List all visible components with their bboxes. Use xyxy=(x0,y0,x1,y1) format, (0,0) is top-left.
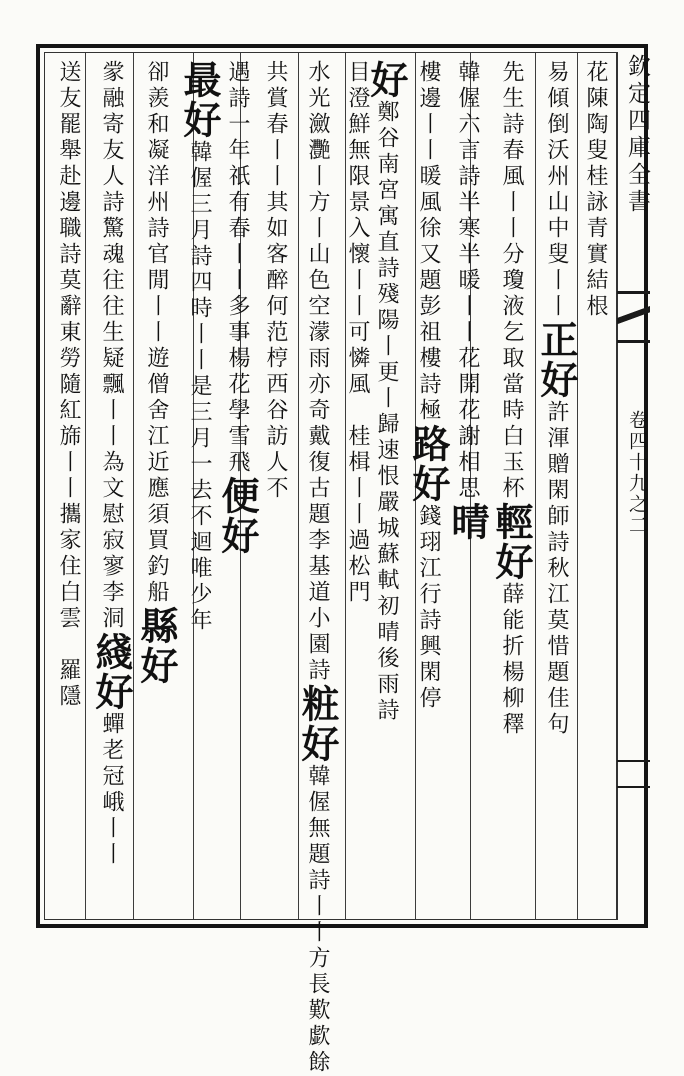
heading-character: 綫好 xyxy=(89,632,134,712)
text-column-12: 卻羨和凝洋州詩官閒丨丨遊僧舍江近應須買釣船縣好 xyxy=(134,60,179,686)
heading-character: 好 xyxy=(364,60,409,100)
text-column-13: 䝉融寄友人詩驚魂往往生疑飄丨丨為文慰寂寥李洞綫好蟬老冠峨丨丨 xyxy=(89,60,134,868)
text-column-8: 水光瀲灧丨方丨山色空濛雨亦奇戴復古題李基道小園詩粧好韓偓無題詩丨丨方長歎歔餘 xyxy=(295,60,340,1076)
heading-character: 路好 xyxy=(406,424,451,504)
text-column-5: 樓邊丨丨暖風徐又題彭祖樓詩極路好錢珝江行詩興閑停 xyxy=(406,60,451,712)
text-column-2: 易傾倒沃州山中叟丨丨正好許渾贈閑師詩秋江莫惜題佳句 xyxy=(534,60,579,738)
heading-character: 縣好 xyxy=(134,606,179,686)
text-column-9: 共賞春丨丨其如客醉何范梈西谷訪人不 xyxy=(263,60,288,502)
column-rule xyxy=(577,53,578,919)
heading-character: 粧好 xyxy=(295,684,340,764)
column-rule xyxy=(133,53,134,919)
volume-label: 卷四十九之二 xyxy=(626,410,648,536)
column-rule xyxy=(298,53,299,919)
text-column-1: 花陳陶叟桂詠青實結根 xyxy=(583,60,608,320)
text-column-14: 送友罷舉赴邊職詩莫辭東勞隨紅旆丨丨攜家住白雲 羅隱 xyxy=(56,60,81,710)
fish-tail-ornament xyxy=(617,291,650,343)
heading-character: 正好 xyxy=(534,320,579,400)
text-column-7: 目澄鮮無限景入懷丨丨可憐風 桂楫丨丨過松門 xyxy=(345,60,370,606)
margin-band-rule xyxy=(617,52,618,920)
text-column-10: 遇詩一年祇有春丨丨多事楊花學雪飛便好 xyxy=(215,60,260,556)
column-rule xyxy=(85,53,86,919)
text-column-3: 先生詩春風丨丨分瓊液乞取當時白玉杯輕好薛能折楊柳䆁 xyxy=(489,60,534,738)
text-column-11: 最好韓偓三月詩四時丨丨是三月一去不迴唯少年 xyxy=(177,60,222,634)
heading-character: 便好 xyxy=(215,476,260,556)
heading-character: 最好 xyxy=(177,60,222,140)
heading-character: 輕好 xyxy=(489,502,534,582)
fish-tail-ornament-lower xyxy=(617,760,650,788)
heading-character: 晴 xyxy=(445,502,490,542)
column-rule xyxy=(535,53,536,919)
text-column-6: 好鄭谷南宮寓直詩殘陽丨更丨歸速恨嚴城蘇軾初晴後雨詩 xyxy=(364,60,409,724)
book-title: 欽定四庫全書 xyxy=(624,54,650,216)
text-column-4: 韓偓六言詩半寒半暖丨丨花開花謝相思晴 xyxy=(445,60,490,542)
